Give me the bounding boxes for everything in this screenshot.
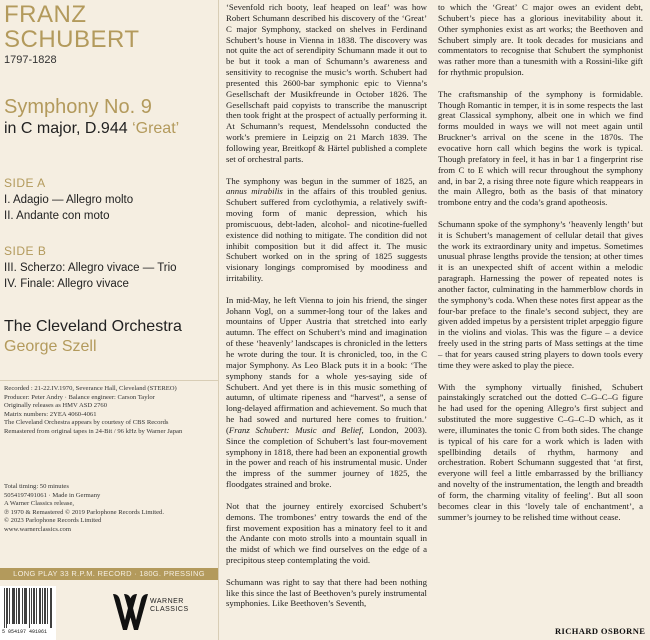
credit-line: Remastered from original tapes in 24-Bit / 96 kHz by Warner Japan bbox=[4, 427, 183, 435]
essay-paragraph: With the symphony virtually finished, Schubert painstakingly scratched out the dotted C–G–C–G figure he had used for the opening Allegro’s first subject and substituted the more suggestive C–G–C–D which, as it were, illuminates the tonic C from both sides. The change is typical of his care for a work which is laden with spellbinding details of rhythm, harmony and orchestration. Robert Schumann suggested that ‘at first, everyone will feel a little embarrassed by the brilliancy and novelty of the instrumentation, the length and breadth of form, the charming vitality of feeling’. But all soon becomes clear in this ‘lovely tale of enchantment’, a summer’s journey to be relished time without cease. bbox=[438, 381, 643, 522]
essay-paragraph: to which the ‘Great’ C major owes an evident debt, Schubert’s piece has a glorious inevitability about it. Other symphonies exist as art works; the Beethoven and Schubert simply are. It took decades for musicians and commentators to recognise that Schubert the symphonist was rather more than a tunesmith with a Rossini-like gift for rhythmic propulsion. bbox=[438, 2, 643, 78]
essay-paragraph: ‘Sevenfold rich booty, leaf heaped on leaf’ was how Robert Schumann described his discovery of the ‘Great’ C major Symphony, stacked on shelves in Ferdinand Schubert’s house in Vienna in 1838. The discovery was not quite the act of serendipity Schumann made it out to be but it took a man of Schumann’s awareness and sensitivity to recognise the music’s worth. Schubert had presented this 2600-bar symphonic epic to Vienna’s Gesellschaft der Musikfreunde in October 1826. The Gesellschaft paid copyists to transcribe the manuscript then took fright at the prospect of actually performing it. At Schumann’s request, Mendelssohn conducted the work’s premiere in Leipzig on 21 March 1839. The following year, Breitkopf & Härtel published a complete set of orchestral parts. bbox=[226, 2, 427, 164]
barcode-bar bbox=[50, 588, 51, 628]
left-panel bbox=[0, 0, 218, 640]
composer-dates: 1797-1828 bbox=[4, 54, 57, 66]
barcode-bar bbox=[25, 588, 26, 624]
barcode-bar bbox=[34, 588, 35, 624]
conductor-name: George Szell bbox=[4, 338, 97, 355]
barcode-bar bbox=[47, 588, 48, 624]
barcode-bar bbox=[12, 588, 13, 624]
label-name bbox=[150, 598, 189, 614]
credit-line: The Cleveland Orchestra appears by courtesy of CBS Records bbox=[4, 419, 169, 427]
side-b-label: SIDE B bbox=[4, 244, 47, 258]
credit-line: A Warner Classics release, bbox=[4, 500, 75, 508]
barcode-bar bbox=[36, 588, 37, 624]
side-a-label: SIDE A bbox=[4, 176, 46, 190]
orchestra-name: The Cleveland Orchestra bbox=[4, 318, 182, 335]
credit-line: Producer: Peter Andry · Balance engineer: Carson Taylor bbox=[4, 393, 155, 401]
barcode-bar bbox=[29, 588, 30, 628]
credit-line: 5054197491061 · Made in Germany bbox=[4, 491, 101, 499]
composer-first-name: FRANZ bbox=[4, 1, 87, 28]
credit-line: Matrix numbers: 2YEA 4060-4061 bbox=[4, 410, 97, 418]
composer-name bbox=[4, 2, 140, 52]
recording-credits bbox=[4, 385, 214, 437]
barcode-bar bbox=[42, 588, 43, 624]
barcode-bar bbox=[4, 588, 5, 628]
divider bbox=[0, 380, 218, 381]
barcode-bar bbox=[19, 588, 20, 624]
label-line: CLASSICS bbox=[150, 606, 189, 613]
barcode-bar bbox=[45, 588, 46, 624]
barcode-bar bbox=[9, 588, 10, 624]
work-key: in C major, D.944 bbox=[4, 120, 128, 137]
credit-line: © 2023 Parlophone Records Limited bbox=[4, 517, 102, 525]
barcode-bar bbox=[22, 588, 23, 624]
pressing-banner: LONG PLAY 33 R.P.M. RECORD · 180G. PRESSING bbox=[0, 568, 218, 580]
barcode-bar bbox=[51, 588, 52, 628]
column-divider bbox=[218, 0, 219, 640]
release-credits bbox=[4, 483, 214, 535]
label-line: WARNER bbox=[150, 598, 184, 605]
barcode-number: 5 054197 491061 bbox=[2, 629, 48, 635]
barcode-bar bbox=[16, 588, 17, 624]
essay-column-2 bbox=[438, 2, 643, 533]
credit-line: Originally releases as HMV ASD 2760 bbox=[4, 402, 107, 410]
barcode-bar bbox=[24, 588, 25, 624]
barcode-bar bbox=[6, 588, 7, 628]
side-b-track: III. Scherzo: Allegro vivace — Trio bbox=[4, 262, 177, 274]
work-nickname: ‘Great’ bbox=[132, 120, 180, 137]
essay-paragraph: The symphony was begun in the summer of 1825, an annus mirabilis in the affairs of this troubled genius. Schubert suffered from cyclothymia, a relatively swift-moving form of manic depression, which his promiscuous, debt-laden, alcohol- and nicotine-fuelled existence did nothing to mitigate. The condition did not inhibit composition but it did affect it. The music Schubert worked on in the spring of 1825 suggests visionary longings compromised by moodiness and irritability. bbox=[226, 175, 427, 284]
side-a-track: II. Andante con moto bbox=[4, 210, 110, 222]
credit-line: Recorded : 21-22.IV.1970, Severance Hall, Cleveland (STEREO) bbox=[4, 385, 177, 392]
side-b bbox=[4, 244, 177, 292]
side-b-track: IV. Finale: Allegro vivace bbox=[4, 278, 129, 290]
essay-column-1 bbox=[226, 2, 427, 620]
barcode-bar bbox=[40, 588, 41, 624]
barcode bbox=[0, 586, 56, 640]
barcode-bar bbox=[26, 588, 27, 624]
side-a bbox=[4, 176, 133, 224]
barcode-bar bbox=[13, 588, 14, 624]
barcode-bar bbox=[18, 588, 19, 624]
essay-paragraph: The craftsmanship of the symphony is formidable. Though Romantic in temper, it is in some respects the last great Classical symphony, albeit one in which we find forms moulded in ways we will not meet again until Bruckner’s arrival on the scene in the 1870s. The evocative horn call which begins the work is typical. Though prefatory in feel, it has in bar 1 a fingerprint rise from C to E which will recur throughout the symphony and, in bar 2, a rising three note figure which reappears in the main Allegro, both as the basis of that minatory trombone entry and the coda’s grand apotheosis. bbox=[438, 88, 643, 208]
essay-paragraph: In mid-May, he left Vienna to join his friend, the singer Johann Vogl, on a summer-long tour of the lakes and mountains of Upper Austria that stretched into early autumn. The effect on Schubert’s mind and imagination of these ‘heavenly’ landscapes is chronicled in the letters he wrote during the tour. It is chronicled, too, in the C major Symphony. As Leo Black puts it in a book: ‘The symphony stands for a whole yes-saying side of Schubert. And yet there is in this music something of autumn, of ultimate ripeness and “harvest”, a sense of long-delayed affirmation and achievement. So much that he had sowed and nurtured here comes to fruition.’ (Franz Schubert: Music and Belief, London, 2003). Since the completion of Schubert’s last four-movement symphony in 1818, there had been an exponential growth in the power and reach of his instrumental music. Under the impress of the summer journey of 1825, the floodgates strained and broke. bbox=[226, 294, 427, 490]
essay-paragraph: Schumann was right to say that there had been nothing like this since the last of Beethoven’s purely instrumental symphonies. Like Beethoven’s Seventh, bbox=[226, 576, 427, 609]
essay-author: RICHARD OSBORNE bbox=[555, 626, 646, 636]
work-title: Symphony No. 9 bbox=[4, 96, 152, 118]
barcode-bar bbox=[14, 588, 15, 624]
work-subtitle bbox=[4, 120, 179, 138]
italic-title: annus mirabilis bbox=[226, 186, 283, 197]
composer-last-name: SCHUBERT bbox=[4, 26, 140, 53]
essay-paragraph: Not that the journey entirely exorcised Schubert’s demons. The trombones’ entry towards the end of the first movement exposition has a minatory feel to it and the Andante con moto strolls into a mountain squall in the midst of which we find ourselves on the edge of a precipitous steep contemplating the void. bbox=[226, 500, 427, 566]
side-a-track: I. Adagio — Allegro molto bbox=[4, 194, 134, 206]
barcode-bar bbox=[31, 588, 32, 624]
credit-line: ℗ 1970 & Remastered © 2019 Parlophone Records Limited. bbox=[4, 508, 164, 516]
barcode-bar bbox=[39, 588, 40, 624]
credit-line: Total timing: 50 minutes bbox=[4, 483, 69, 490]
italic-title: Franz Schubert: Music and Belief bbox=[228, 424, 362, 435]
barcode-bars bbox=[4, 588, 52, 628]
credit-line: www.warnerclassics.com bbox=[4, 525, 71, 533]
essay-paragraph: Schumann spoke of the symphony’s ‘heavenly length’ but it is Schubert’s management of cellular detail that gives the work its extraordinary unity and impetus. Sometimes unusual phrase lengths provide the tension; at other times it is an unexpected shift of accent within a melodic paragraph. Harnessing the power of repeated notes is another factor, culminating in the hammerblow chords in the symphony’s coda. When these notes first appear as the four-bar preface to the finale’s second subject, they are given added impetus by a persistent triplet arpeggio figure in the violins and violas. This was the figure – a device freely used in the string parts of Mass settings at the time – that for years caused string players to down tools every time they were asked to play the piece. bbox=[438, 218, 643, 370]
barcode-bar bbox=[44, 588, 45, 624]
barcode-bar bbox=[33, 588, 34, 624]
barcode-bar bbox=[7, 588, 8, 624]
